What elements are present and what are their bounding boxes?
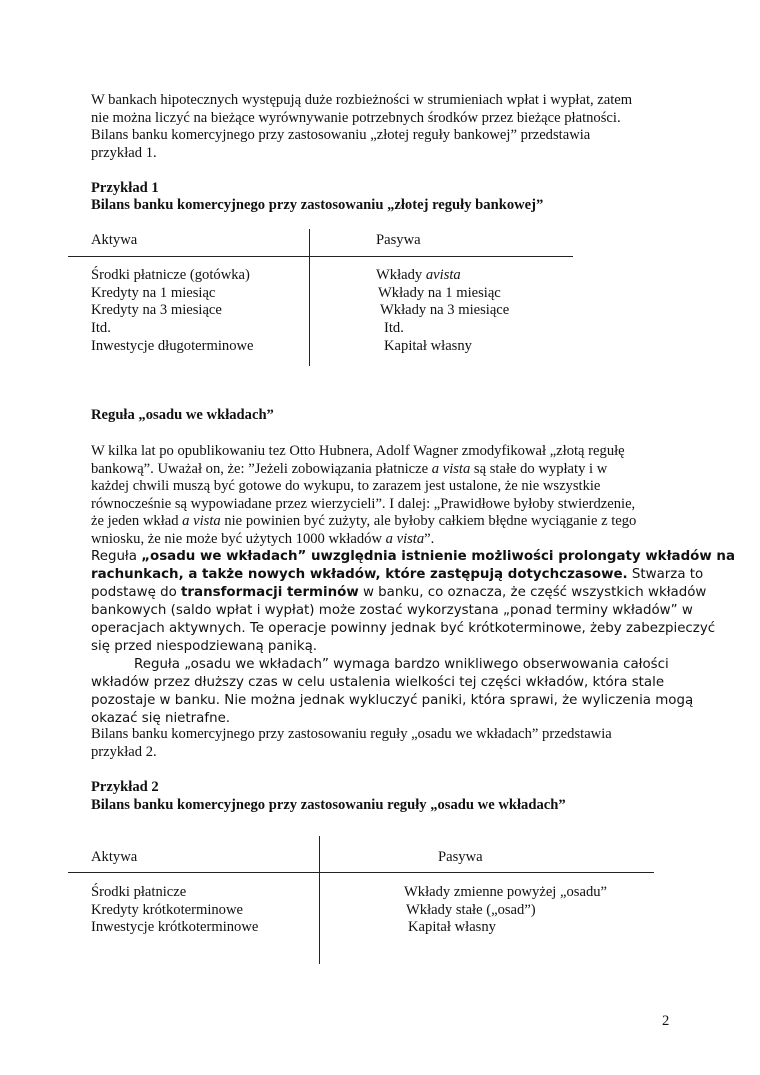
example2-left-row: Środki płatnicze [91,884,187,900]
rule-p2-line: bankowych (saldo wpłat i wypłat) może zostać wykorzystana „ponad terminy wkładów” w [91,603,693,618]
example1-left-row: Itd. [91,320,111,336]
intro-line-2: nie można liczyć na bieżące wyrównywanie potrzebnych środków przez bieżące płatności. [91,110,621,126]
rule-p2-line: operacjach aktywnych. Te operacje powinny jednak być krótkoterminowe, żeby zabezpieczyć [91,621,716,636]
rule-p1-line: równocześnie są wypowiadane przez wierzycieli”. I dalej: „Prawidłowe byłoby stwierdzenie, [91,496,636,512]
rule-p3-line: okazać się nietrafne. [91,711,231,726]
example1-left-row: Środki płatnicze (gotówka) [91,267,250,283]
example1-col-aktywa: Aktywa [91,232,138,248]
example2-right-row: Wkłady zmienne powyżej „osadu” [404,884,608,900]
example2-right-row: Kapitał własny [408,919,496,935]
example2-left-row: Kredyty krótkoterminowe [91,902,243,918]
example1-left-row: Kredyty na 1 miesiąc [91,285,216,301]
example1-table-rule [68,256,573,257]
rule-p3-line: pozostaje w banku. Nie można jednak wykluczyć paniki, która sprawi, że wyliczenia mogą [91,693,694,708]
rule-p2-line: się przed niespodziewaną paniką. [91,639,318,654]
rule-p1-line: bankową”. Uważał on, że: ”Jeżeli zobowiązania płatnicze a vista są stałe do wypłaty i w [91,461,608,477]
page-number: 2 [662,1013,670,1029]
rule-p3-line: Reguła „osadu we wkładach” wymaga bardzo wnikliwego obserwowania całości [134,657,669,672]
example2-heading: Przykład 2 [91,779,159,795]
example1-table-divider [309,229,310,366]
example2-table-rule [68,872,654,873]
rule-heading: Reguła „osadu we wkładach” [91,407,274,423]
example1-title: Bilans banku komercyjnego przy zastosowaniu „złotej reguły bankowej” [91,197,544,213]
example1-right-row: Itd. [384,320,404,336]
rule-p4-line: przykład 2. [91,744,157,760]
example1-left-row: Inwestycje długoterminowe [91,338,254,354]
example2-col-pasywa: Pasywa [438,849,483,865]
example1-left-row: Kredyty na 3 miesiące [91,302,222,318]
rule-p1-line: że jeden wkład a vista nie powinien być zużyty, ale byłoby całkiem błędne wyciąganie z tego [91,513,637,529]
intro-line-1: W bankach hipotecznych występują duże rozbieżności w strumieniach wpłat i wypłat, zatem [91,92,633,108]
example2-table-divider [319,836,320,964]
example1-right-row: Wkłady avista [376,267,461,283]
rule-p2-line: podstawę do transformacji terminów w banku, co oznacza, że część wszystkich wkładów [91,585,707,600]
intro-line-4: przykład 1. [91,145,157,161]
example2-right-row: Wkłady stałe („osad”) [406,902,536,918]
rule-p2-line: Reguła „osadu we wkładach” uwzględnia istnienie możliwości prolongaty wkładów na [91,549,735,564]
example1-right-row: Wkłady na 1 miesiąc [378,285,501,301]
example1-heading: Przykład 1 [91,180,159,196]
example2-title: Bilans banku komercyjnego przy zastosowaniu reguły „osadu we wkładach” [91,797,566,813]
rule-p1-line: każdej chwili muszą być gotowe do wykupu, to zarazem jest ustalone, że nie wszystkie [91,478,601,494]
rule-p3-line: wkładów przez dłuższy czas w celu ustalenia wielkości tej części wkładów, która stale [91,675,665,690]
example1-right-row: Kapitał własny [384,338,472,354]
rule-p1-line: W kilka lat po opublikowaniu tez Otto Hubnera, Adolf Wagner zmodyfikował „złotą regułę [91,443,625,459]
example1-right-row: Wkłady na 3 miesiące [380,302,510,318]
example2-col-aktywa: Aktywa [91,849,138,865]
rule-p1-line: wniosku, że nie może być użytych 1000 wkładów a vista”. [91,531,435,547]
example1-col-pasywa: Pasywa [376,232,421,248]
example2-left-row: Inwestycje krótkoterminowe [91,919,259,935]
rule-p4-line: Bilans banku komercyjnego przy zastosowaniu reguły „osadu we wkładach” przedstawia [91,726,612,742]
intro-line-3: Bilans banku komercyjnego przy zastosowaniu „złotej reguły bankowej” przedstawia [91,127,591,143]
rule-p2-line: rachunkach, a także nowych wkładów, które zastępują dotychczasowe. Stwarza to [91,567,704,582]
